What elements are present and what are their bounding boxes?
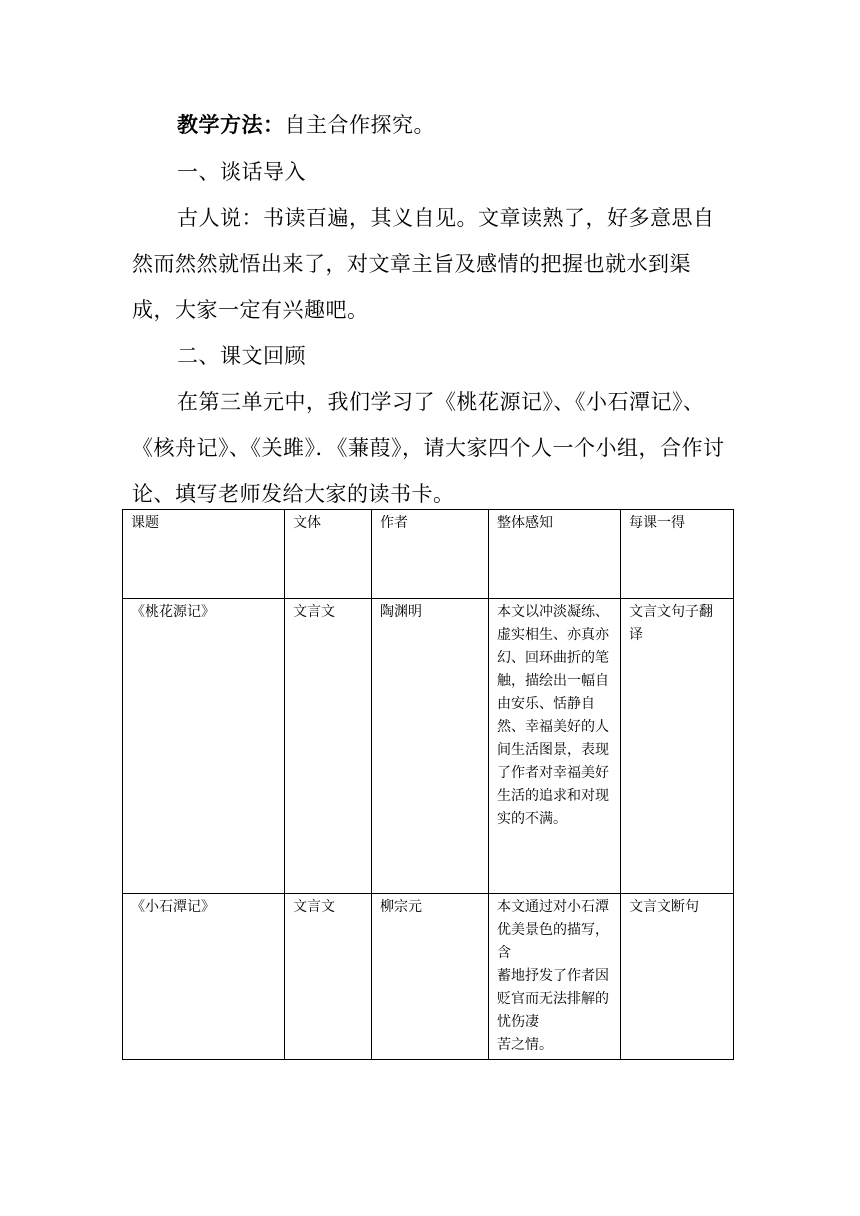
header-gain: 每课一得 [621, 510, 734, 599]
cell-gain: 文言文句子翻译 [621, 599, 734, 894]
perception-text: 本文以冲淡凝练、虚实相生、亦真亦幻、回环曲折的笔触，描绘出一幅自由安乐、恬静自然、幸福美好的人间生活图景，表现了作者对幸福美好生活的追求和对现实的不满。 [497, 604, 609, 827]
table-row [123, 894, 734, 1060]
header-perception: 整体感知 [489, 510, 621, 599]
teaching-method-line [132, 102, 732, 148]
section-heading-intro: 一、谈话导入 [177, 160, 306, 184]
table-row [123, 599, 734, 894]
cell-title: 《小石潭记》 [123, 894, 285, 1060]
teaching-method-text: 自主合作探究。 [284, 113, 435, 137]
header-author: 作者 [372, 510, 489, 599]
cell-genre: 文言文 [285, 894, 372, 1060]
cell-perception [489, 894, 621, 1060]
cell-title: 《桃花源记》 [123, 599, 285, 894]
cell-author: 柳宗元 [372, 894, 489, 1060]
cell-author: 陶渊明 [372, 599, 489, 894]
section-heading-review: 二、课文回顾 [177, 344, 306, 368]
intro-paragraph: 古人说：书读百遍，其义自见。文章读熟了，好多意思自然而然然就悟出来了，对文章主旨及感情的把握也就水到渠成，大家一定有兴趣吧。 [132, 206, 715, 322]
review-paragraph: 在第三单元中，我们学习了《桃花源记》、《小石潭记》、《核舟记》、《关雎》．《蒹葭》，请大家四个人一个小组，合作讨论、填写老师发给大家的读书卡。 [132, 390, 725, 506]
teaching-method-label: 教学方法： [177, 112, 285, 137]
table-header-row [123, 510, 734, 599]
header-title: 课题 [123, 510, 285, 599]
perception-text: 本文通过对小石潭优美景色的描写，含 蓄地抒发了作者因贬官而无法排解的忧伤凄 苦之情。 [497, 899, 609, 1053]
header-genre: 文体 [285, 510, 372, 599]
cell-gain: 文言文断句 [621, 894, 734, 1060]
reading-card-table [122, 509, 734, 1060]
cell-perception [489, 599, 621, 894]
cell-genre: 文言文 [285, 599, 372, 894]
